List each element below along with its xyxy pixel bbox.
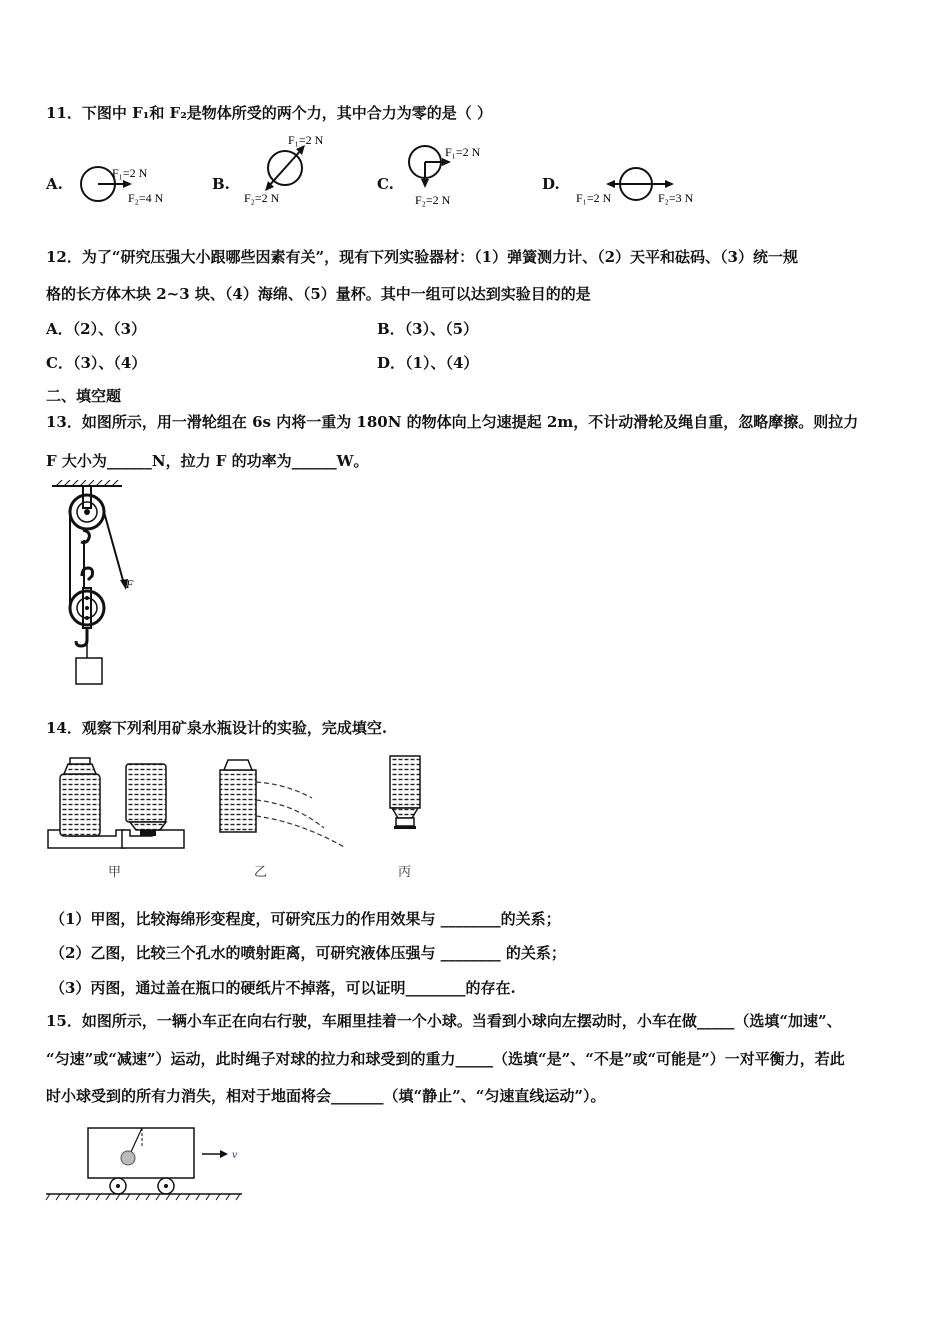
q11-figure-d (574, 162, 714, 212)
q15-line-1: 15．如图所示，一辆小车正在向右行驶，车厢里挂着一个小球。当看到小球向左摆动时，小车在做_____（选填“加速”、 (46, 1012, 842, 1030)
q14-item-1: （1）甲图，比较海绵形变程度，可研究压力的作用效果与 ________的关系； (50, 910, 561, 928)
q11-figure-a (76, 160, 186, 210)
q11-a-f1-label: F₁=2 N (112, 166, 148, 180)
q11-option-d-letter: D. (542, 175, 560, 193)
q11-d-f1-label: F₁=2 N (576, 191, 612, 205)
q15-line-2: “匀速”或“减速”）运动，此时绳子对球的拉力和球受到的重力_____（选填“是”、“不是”或“可能是”）一对平衡力，若此 (46, 1050, 845, 1068)
q11-c-f2-label: F₂=2 N (415, 193, 451, 207)
q11-d-f2-label: F₂=3 N (658, 191, 694, 205)
q11-option-b-letter: B. (212, 175, 230, 193)
q13-pulley-figure (50, 480, 160, 690)
q12-line-2: 格的长方体木块 2~3 块、（4）海绵、（5）量杯。其中一组可以达到实验目的的是 (46, 285, 591, 303)
q12-option-a: A．（2）、（3） (46, 320, 147, 338)
q14-caption-yi: 乙 (254, 865, 268, 880)
q12-option-d: D．（1）、（4） (377, 354, 479, 372)
q11-figure-c (405, 140, 500, 212)
q15-velocity-label: v (232, 1147, 238, 1161)
q11-b-f1-label: F₁=2 N (288, 133, 324, 147)
q14-caption-jia: 甲 (108, 865, 122, 880)
q12-line-1: 12．为了“研究压强大小跟哪些因素有关”，现有下列实验器材：（1）弹簧测力计、（2）天平和砝码、（3）统一规 (46, 248, 798, 266)
q11-b-f2-label: F₂=2 N (244, 191, 280, 205)
q14-item-2: （2）乙图，比较三个孔水的喷射距离，可研究液体压强与 ________ 的关系； (50, 944, 566, 962)
q14-caption-bing: 丙 (398, 865, 412, 880)
q11-option-c-letter: C. (377, 175, 394, 193)
q14-bottles-figure (44, 752, 444, 887)
q11-stem: 11．下图中 F₁和 F₂是物体所受的两个力，其中合力为零的是（ ） (46, 104, 492, 122)
q11-a-f2-label: F₂=4 N (128, 191, 164, 205)
q13-line-2: F 大小为______N，拉力 F 的功率为______W。 (46, 452, 369, 470)
q14-item-3: （3）丙图，通过盖在瓶口的硬纸片不掉落，可以证明________的存在. (50, 979, 516, 997)
q11-option-a-letter: A. (46, 175, 63, 193)
q12-option-c: C．（3）、（4） (46, 354, 147, 372)
q15-cart-figure (44, 1124, 254, 1204)
q13-force-label: F (126, 577, 134, 591)
q13-line-1: 13．如图所示，用一滑轮组在 6s 内将一重为 180N 的物体向上匀速提起 2m，不计动滑轮及绳自重，忽略摩擦。则拉力 (46, 413, 859, 431)
q15-line-3: 时小球受到的所有力消失，相对于地面将会_______（填“静止”、“匀速直线运动”）。 (46, 1087, 606, 1105)
section-title-fill-blank: 二、填空题 (46, 387, 122, 405)
q14-stem: 14．观察下列利用矿泉水瓶设计的实验，完成填空. (46, 719, 388, 737)
q11-c-f1-label: F₁=2 N (445, 145, 481, 159)
q11-figure-b (240, 130, 340, 210)
q12-option-b: B．（3）、（5） (377, 320, 479, 338)
